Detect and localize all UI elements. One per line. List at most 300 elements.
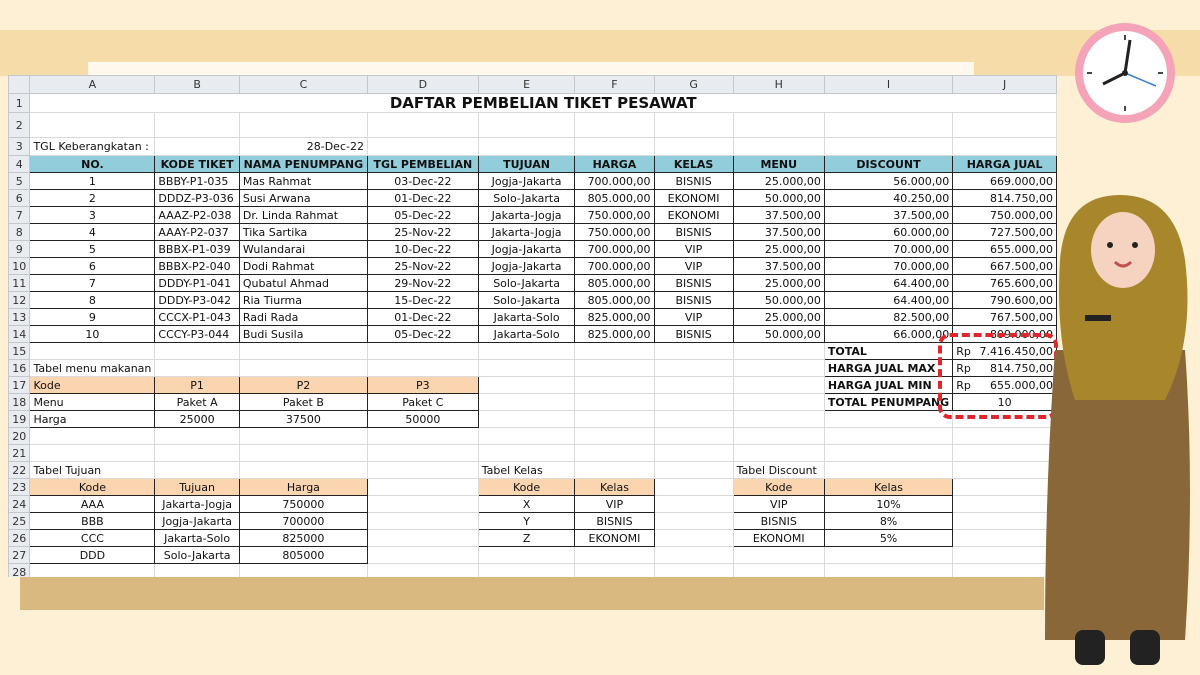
kelas-table-cell[interactable]: Kode [478,479,575,496]
main-table-cell[interactable]: 700.000,00 [575,258,654,275]
main-table-cell[interactable]: Susi Arwana [239,190,367,207]
row-header[interactable]: 15 [9,343,30,360]
menu-table-cell[interactable]: Harga [30,411,155,428]
row-header[interactable]: 27 [9,547,30,564]
cell[interactable] [824,428,952,445]
main-table-cell[interactable]: 82.500,00 [824,309,952,326]
tujuan-table-cell[interactable]: DDD [30,547,155,564]
main-table-cell[interactable]: BISNIS [654,326,733,343]
cell[interactable] [654,479,733,496]
discount-table-cell[interactable]: 8% [824,513,952,530]
main-table-cell[interactable]: Jakarta-Solo [478,326,575,343]
column-header-J[interactable]: J [953,76,1057,94]
main-table-cell[interactable]: Jakarta-Jogja [478,224,575,241]
cell[interactable] [575,343,654,360]
row-header[interactable]: 19 [9,411,30,428]
kelas-table-cell[interactable]: X [478,496,575,513]
main-table-cell[interactable]: Solo-Jakarta [478,190,575,207]
main-table-cell[interactable]: 03-Dec-22 [367,173,478,190]
cell[interactable] [478,428,575,445]
cell[interactable] [30,343,155,360]
column-header-I[interactable]: I [824,76,952,94]
cell[interactable] [733,113,824,138]
row-header[interactable]: 25 [9,513,30,530]
cell[interactable] [30,113,155,138]
cell[interactable] [239,445,367,462]
row-header[interactable]: 16 [9,360,30,377]
main-table-header[interactable]: KELAS [654,156,733,173]
kelas-table-cell[interactable]: EKONOMI [575,530,654,547]
menu-table-caption[interactable]: Tabel menu makanan [30,360,155,377]
cell[interactable] [478,411,575,428]
kelas-table-caption[interactable]: Tabel Kelas [478,462,575,479]
menu-table-cell[interactable]: 37500 [239,411,367,428]
sheet-title[interactable]: DAFTAR PEMBELIAN TIKET PESAWAT [30,94,1057,113]
row-header[interactable]: 1 [9,94,30,113]
main-table-cell[interactable]: 64.400,00 [824,275,952,292]
cell[interactable] [478,547,575,564]
cell[interactable] [654,428,733,445]
main-table-cell[interactable]: CCCY-P3-044 [155,326,239,343]
main-table-cell[interactable]: Qubatul Ahmad [239,275,367,292]
row-header[interactable]: 6 [9,190,30,207]
main-table-header[interactable]: HARGA [575,156,654,173]
main-table-cell[interactable]: Jakarta-Jogja [478,207,575,224]
cell[interactable] [367,138,478,156]
main-table-cell[interactable]: Mas Rahmat [239,173,367,190]
cell[interactable] [575,360,654,377]
cell[interactable] [824,113,952,138]
main-table-cell[interactable]: 2 [30,190,155,207]
main-table-cell[interactable]: BISNIS [654,275,733,292]
main-table-cell[interactable]: 750.000,00 [575,207,654,224]
row-header[interactable]: 24 [9,496,30,513]
column-header-F[interactable]: F [575,76,654,94]
main-table-cell[interactable]: 3 [30,207,155,224]
main-table-cell[interactable]: 01-Dec-22 [367,190,478,207]
row-header[interactable]: 14 [9,326,30,343]
main-table-cell[interactable]: 37.500,00 [824,207,952,224]
cell[interactable] [575,547,654,564]
main-table-cell[interactable]: DDDY-P3-042 [155,292,239,309]
row-header[interactable]: 23 [9,479,30,496]
tujuan-table-cell[interactable]: CCC [30,530,155,547]
cell[interactable] [155,113,239,138]
row-header[interactable]: 11 [9,275,30,292]
cell[interactable] [478,377,575,394]
cell[interactable] [654,445,733,462]
menu-table-cell[interactable]: P1 [155,377,239,394]
main-table-cell[interactable]: 4 [30,224,155,241]
row-header[interactable]: 2 [9,113,30,138]
summary-label[interactable]: HARGA JUAL MAX [824,360,952,377]
main-table-cell[interactable]: Jogja-Jakarta [478,241,575,258]
tujuan-table-cell[interactable]: Solo-Jakarta [155,547,239,564]
main-table-cell[interactable]: 01-Dec-22 [367,309,478,326]
cell[interactable] [478,343,575,360]
cell[interactable] [239,428,367,445]
column-header-A[interactable]: A [30,76,155,94]
tujuan-table-cell[interactable]: BBB [30,513,155,530]
row-header[interactable]: 21 [9,445,30,462]
tujuan-table-cell[interactable]: 750000 [239,496,367,513]
main-table-cell[interactable]: 37.500,00 [733,224,824,241]
tujuan-table-cell[interactable]: Jakarta-Jogja [155,496,239,513]
cell[interactable] [824,547,952,564]
tujuan-table-cell[interactable]: AAA [30,496,155,513]
cell[interactable] [654,394,733,411]
row-header[interactable]: 9 [9,241,30,258]
discount-table-cell[interactable]: 5% [824,530,952,547]
main-table-cell[interactable]: 15-Dec-22 [367,292,478,309]
cell[interactable] [575,564,654,578]
main-table-cell[interactable]: 37.500,00 [733,258,824,275]
discount-table-cell[interactable]: BISNIS [733,513,824,530]
main-table-cell[interactable]: Dr. Linda Rahmat [239,207,367,224]
departure-label[interactable]: TGL Keberangkatan : [30,138,155,156]
main-table-cell[interactable]: 56.000,00 [824,173,952,190]
main-table-cell[interactable]: 7 [30,275,155,292]
cell[interactable] [654,462,733,479]
cell[interactable] [654,530,733,547]
cell[interactable] [575,113,654,138]
cell[interactable] [953,138,1057,156]
main-table-cell[interactable]: EKONOMI [654,207,733,224]
main-table-cell[interactable]: 805.000,00 [575,190,654,207]
main-table-cell[interactable]: 765.600,00 [953,275,1057,292]
row-header[interactable]: 8 [9,224,30,241]
kelas-table-cell[interactable]: VIP [575,496,654,513]
main-table-cell[interactable]: CCCX-P1-043 [155,309,239,326]
menu-table-cell[interactable]: P2 [239,377,367,394]
main-table-cell[interactable]: 60.000,00 [824,224,952,241]
cell[interactable] [367,343,478,360]
main-table-header[interactable]: KODE TIKET [155,156,239,173]
cell[interactable] [824,462,952,479]
main-table-cell[interactable]: 50.000,00 [733,292,824,309]
main-table-cell[interactable]: BBBX-P1-039 [155,241,239,258]
main-table-cell[interactable]: VIP [654,258,733,275]
menu-table-cell[interactable]: Paket A [155,394,239,411]
summary-value[interactable]: Rp 655.000,00 [953,377,1057,394]
summary-value[interactable]: Rp 814.750,00 [953,360,1057,377]
tujuan-table-cell[interactable]: Jogja-Jakarta [155,513,239,530]
kelas-table-cell[interactable]: Z [478,530,575,547]
cell[interactable] [575,394,654,411]
row-header[interactable]: 10 [9,258,30,275]
row-header[interactable]: 28 [9,564,30,578]
cell[interactable] [367,462,478,479]
kelas-table-cell[interactable]: BISNIS [575,513,654,530]
tujuan-table-cell[interactable]: Kode [30,479,155,496]
main-table-cell[interactable]: BBBY-P1-035 [155,173,239,190]
tujuan-table-cell[interactable]: Jakarta-Solo [155,530,239,547]
cell[interactable] [654,513,733,530]
cell[interactable] [733,377,824,394]
main-table-cell[interactable]: Dodi Rahmat [239,258,367,275]
tujuan-table-cell[interactable]: 825000 [239,530,367,547]
main-table-cell[interactable]: 700.000,00 [575,241,654,258]
discount-table-cell[interactable]: 10% [824,496,952,513]
cell[interactable] [367,445,478,462]
main-table-cell[interactable]: 10-Dec-22 [367,241,478,258]
cell[interactable] [575,377,654,394]
cell[interactable] [733,428,824,445]
cell[interactable] [575,445,654,462]
row-header[interactable]: 17 [9,377,30,394]
cell[interactable] [824,138,952,156]
discount-table-caption[interactable]: Tabel Discount [733,462,824,479]
main-table-cell[interactable]: 9 [30,309,155,326]
main-table-cell[interactable]: 1 [30,173,155,190]
cell[interactable] [478,360,575,377]
main-table-header[interactable]: TGL PEMBELIAN [367,156,478,173]
cell[interactable] [654,360,733,377]
main-table-cell[interactable]: DDDY-P1-041 [155,275,239,292]
cell[interactable] [733,394,824,411]
menu-table-cell[interactable]: 50000 [367,411,478,428]
cell[interactable] [239,113,367,138]
main-table-cell[interactable]: Budi Susila [239,326,367,343]
main-table-cell[interactable]: Wulandarai [239,241,367,258]
main-table-cell[interactable]: Jakarta-Solo [478,309,575,326]
main-table-cell[interactable]: 25-Nov-22 [367,258,478,275]
cell[interactable] [575,462,654,479]
main-table-cell[interactable]: AAAZ-P2-038 [155,207,239,224]
main-table-cell[interactable]: 767.500,00 [953,309,1057,326]
column-header-B[interactable]: B [155,76,239,94]
tujuan-table-cell[interactable]: 805000 [239,547,367,564]
main-table-cell[interactable]: 50.000,00 [733,326,824,343]
row-header[interactable]: 22 [9,462,30,479]
row-header[interactable]: 4 [9,156,30,173]
main-table-cell[interactable]: 6 [30,258,155,275]
cell[interactable] [30,564,155,578]
main-table-cell[interactable]: 667.500,00 [953,258,1057,275]
cell[interactable] [239,343,367,360]
cell[interactable] [575,138,654,156]
main-table-cell[interactable]: 29-Nov-22 [367,275,478,292]
cell[interactable] [367,360,478,377]
column-header-E[interactable]: E [478,76,575,94]
cell[interactable] [367,564,478,578]
tujuan-table-cell[interactable]: Tujuan [155,479,239,496]
menu-table-cell[interactable]: 25000 [155,411,239,428]
cell[interactable] [654,377,733,394]
menu-table-cell[interactable]: Menu [30,394,155,411]
cell[interactable] [478,113,575,138]
main-table-header[interactable]: NO. [30,156,155,173]
cell[interactable] [733,445,824,462]
departure-date[interactable]: 28-Dec-22 [239,138,367,156]
cell[interactable] [733,343,824,360]
cell[interactable] [367,479,478,496]
main-table-cell[interactable]: BISNIS [654,292,733,309]
main-table-cell[interactable]: 66.000,00 [824,326,952,343]
main-table-header[interactable]: DISCOUNT [824,156,952,173]
cell[interactable] [733,138,824,156]
row-header[interactable]: 13 [9,309,30,326]
cell[interactable] [367,530,478,547]
cell[interactable] [824,445,952,462]
main-table-cell[interactable]: 25.000,00 [733,173,824,190]
main-table-cell[interactable]: 700.000,00 [575,173,654,190]
cell[interactable] [155,428,239,445]
row-header[interactable]: 7 [9,207,30,224]
cell[interactable] [654,138,733,156]
main-table-cell[interactable]: 25.000,00 [733,275,824,292]
spreadsheet[interactable] [8,75,1057,577]
main-table-cell[interactable]: 750.000,00 [575,224,654,241]
spreadsheet-grid[interactable] [8,75,1057,577]
select-all-corner[interactable] [9,76,30,94]
main-table-cell[interactable]: Solo-Jakarta [478,292,575,309]
tujuan-table-caption[interactable]: Tabel Tujuan [30,462,155,479]
main-table-cell[interactable]: 05-Dec-22 [367,207,478,224]
cell[interactable] [824,411,952,428]
main-table-cell[interactable]: Solo-Jakarta [478,275,575,292]
cell[interactable] [367,496,478,513]
main-table-cell[interactable]: AAAY-P2-037 [155,224,239,241]
main-table-cell[interactable]: Ria Tiurma [239,292,367,309]
main-table-cell[interactable]: 70.000,00 [824,258,952,275]
cell[interactable] [155,138,239,156]
main-table-cell[interactable]: 37.500,00 [733,207,824,224]
summary-value[interactable]: 10 [953,394,1057,411]
cell[interactable] [239,564,367,578]
main-table-cell[interactable]: 40.250,00 [824,190,952,207]
cell[interactable] [155,462,239,479]
main-table-cell[interactable]: Radi Rada [239,309,367,326]
main-table-cell[interactable]: 05-Dec-22 [367,326,478,343]
discount-table-cell[interactable]: Kode [733,479,824,496]
cell[interactable] [953,113,1057,138]
main-table-cell[interactable]: 655.000,00 [953,241,1057,258]
main-table-cell[interactable]: VIP [654,309,733,326]
cell[interactable] [478,394,575,411]
main-table-cell[interactable]: 790.600,00 [953,292,1057,309]
row-header[interactable]: 20 [9,428,30,445]
cell[interactable] [155,564,239,578]
cell[interactable] [155,343,239,360]
cell[interactable] [367,113,478,138]
cell[interactable] [654,343,733,360]
main-table-cell[interactable]: 727.500,00 [953,224,1057,241]
menu-table-cell[interactable]: Paket C [367,394,478,411]
cell[interactable] [733,360,824,377]
discount-table-cell[interactable]: VIP [733,496,824,513]
row-header[interactable]: 18 [9,394,30,411]
column-header-H[interactable]: H [733,76,824,94]
discount-table-cell[interactable]: Kelas [824,479,952,496]
main-table-cell[interactable]: Tika Sartika [239,224,367,241]
cell[interactable] [733,411,824,428]
main-table-cell[interactable]: 64.400,00 [824,292,952,309]
main-table-cell[interactable]: 5 [30,241,155,258]
cell[interactable] [654,564,733,578]
cell[interactable] [824,564,952,578]
row-header[interactable]: 3 [9,138,30,156]
main-table-cell[interactable]: 809.000,00 [953,326,1057,343]
cell[interactable] [654,496,733,513]
cell[interactable] [478,564,575,578]
main-table-cell[interactable]: 814.750,00 [953,190,1057,207]
menu-table-cell[interactable]: Kode [30,377,155,394]
cell[interactable] [575,411,654,428]
main-table-cell[interactable]: 50.000,00 [733,190,824,207]
main-table-cell[interactable]: BISNIS [654,224,733,241]
main-table-cell[interactable]: DDDZ-P3-036 [155,190,239,207]
main-table-header[interactable]: TUJUAN [478,156,575,173]
cell[interactable] [239,462,367,479]
cell[interactable] [367,428,478,445]
main-table-header[interactable]: HARGA JUAL [953,156,1057,173]
cell[interactable] [478,138,575,156]
main-table-cell[interactable]: 669.000,00 [953,173,1057,190]
cell[interactable] [30,445,155,462]
cell[interactable] [654,113,733,138]
main-table-cell[interactable]: 825.000,00 [575,326,654,343]
main-table-cell[interactable]: 8 [30,292,155,309]
menu-table-cell[interactable]: P3 [367,377,478,394]
main-table-cell[interactable]: 70.000,00 [824,241,952,258]
cell[interactable] [30,428,155,445]
cell[interactable] [367,547,478,564]
main-table-header[interactable]: MENU [733,156,824,173]
discount-table-cell[interactable]: EKONOMI [733,530,824,547]
main-table-cell[interactable]: BBBX-P2-040 [155,258,239,275]
tujuan-table-cell[interactable]: Harga [239,479,367,496]
main-table-cell[interactable]: 805.000,00 [575,275,654,292]
summary-label[interactable]: HARGA JUAL MIN [824,377,952,394]
kelas-table-cell[interactable]: Y [478,513,575,530]
menu-table-cell[interactable]: Paket B [239,394,367,411]
main-table-header[interactable]: NAMA PENUMPANG [239,156,367,173]
main-table-cell[interactable]: 825.000,00 [575,309,654,326]
summary-value[interactable]: Rp 7.416.450,00 [953,343,1057,360]
cell[interactable] [733,547,824,564]
cell[interactable] [155,445,239,462]
main-table-cell[interactable]: 25.000,00 [733,241,824,258]
main-table-cell[interactable]: 10 [30,326,155,343]
cell[interactable] [155,360,239,377]
column-header-C[interactable]: C [239,76,367,94]
tujuan-table-cell[interactable]: 700000 [239,513,367,530]
main-table-cell[interactable]: VIP [654,241,733,258]
cell[interactable] [239,360,367,377]
main-table-cell[interactable]: EKONOMI [654,190,733,207]
summary-label[interactable]: TOTAL [824,343,952,360]
row-header[interactable]: 5 [9,173,30,190]
cell[interactable] [654,547,733,564]
kelas-table-cell[interactable]: Kelas [575,479,654,496]
main-table-cell[interactable]: 750.000,00 [953,207,1057,224]
row-header[interactable]: 26 [9,530,30,547]
main-table-cell[interactable]: 805.000,00 [575,292,654,309]
main-table-cell[interactable]: 25.000,00 [733,309,824,326]
summary-label[interactable]: TOTAL PENUMPANG [824,394,952,411]
column-header-D[interactable]: D [367,76,478,94]
cell[interactable] [654,411,733,428]
column-header-G[interactable]: G [654,76,733,94]
cell[interactable] [575,428,654,445]
main-table-cell[interactable]: 25-Nov-22 [367,224,478,241]
main-table-cell[interactable]: Jogja-Jakarta [478,258,575,275]
cell[interactable] [367,513,478,530]
main-table-cell[interactable]: Jogja-Jakarta [478,173,575,190]
cell[interactable] [478,445,575,462]
cell[interactable] [733,564,824,578]
